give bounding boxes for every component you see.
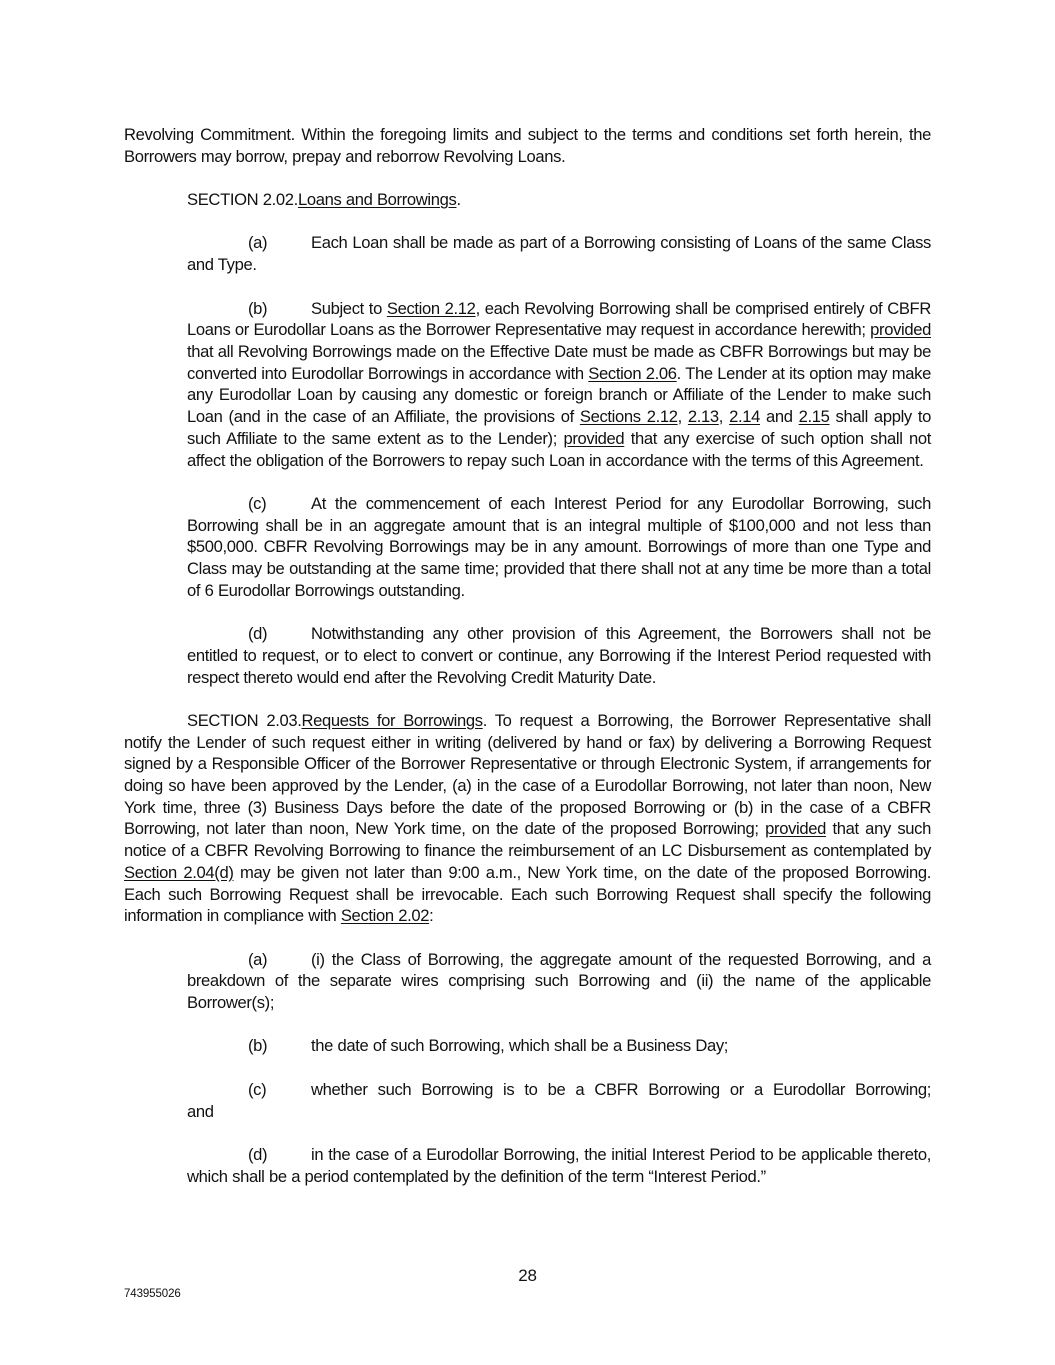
cross-reference-link: Section 2.02 [340, 906, 430, 926]
section-text: that any such notice of a CBFR Revolving Borrowing to finance the reimbursement of an LC Disbursement as contemplated by [124, 819, 931, 861]
item-text: that all Revolving Borrowings made on the Effective Date must be made as CBFR Borrowings but may be converted into Eurodollar Borrowings in accordance with [187, 341, 931, 383]
section-2-02-item-d [187, 623, 931, 688]
item-text: (i) the Class of Borrowing, the aggregate amount of the requested Borrowing, and a breakdown of the separate wires comprising such Borrowing and (ii) the name of the applicable Borrower(s); [187, 949, 931, 1013]
section-title: Requests for Borrowings [301, 710, 483, 730]
cross-reference-link: 2.14 [729, 407, 760, 427]
section-title-suffix: . [456, 190, 461, 210]
section-2-03-item-a [187, 949, 931, 1014]
section-2-03-item-c [187, 1079, 931, 1101]
section-text: : [429, 906, 434, 926]
section-2-02-item-c [187, 493, 931, 602]
cross-reference-link: Section 2.06 [588, 363, 677, 383]
item-text: Subject to [311, 298, 387, 318]
item-text: the date of such Borrowing, which shall be a Business Day; [311, 1036, 729, 1056]
item-text: Notwithstanding any other provision of this Agreement, the Borrowers shall not be entitled to request, or to elect to convert or continue, any Borrowing if the Interest Period requested with respect thereto would end after the Revolving Credit Maturity Date. [187, 624, 931, 687]
item-text: , [677, 407, 688, 427]
section-title: Loans and Borrowings [297, 190, 457, 210]
item-text: , [718, 407, 730, 427]
section-2-03-paragraph [124, 710, 931, 927]
section-text: may be given not later than 9:00 a.m., New York time, on the date of the proposed Borrowing. Each such Borrowing Request shall be irrevocable. Each such Borrowing Request shall specify the following information in compliance with [124, 862, 931, 926]
section-2-03-item-c-trailing: and [187, 1101, 214, 1121]
document-id: 743955026 [124, 1288, 181, 1300]
page-number: 28 [518, 1266, 537, 1285]
item-text: in the case of a Eurodollar Borrowing, the initial Interest Period to be applicable thereto, which shall be a period contemplated by the definition of the term “Interest Period.” [187, 1144, 931, 1186]
provided-term: provided [563, 428, 625, 448]
section-2-02-item-a [187, 232, 931, 275]
section-number: SECTION 2.03. [187, 710, 302, 730]
item-text: and [759, 407, 799, 427]
item-text: whether such Borrowing is to be a CBFR Borrowing or a Eurodollar Borrowing; [311, 1079, 931, 1099]
item-label: (a) [248, 233, 268, 253]
item-label: (b) [248, 1036, 268, 1056]
section-2-03-item-b [187, 1035, 931, 1057]
item-text: , each Revolving Borrowing shall be comprised entirely of CBFR Loans or Eurodollar Loans as the Borrower Representative may request in accordance herewith; [187, 298, 931, 340]
cross-reference-link: Sections 2.12 [579, 407, 678, 427]
item-label: (c) [248, 493, 267, 513]
section-2-02-heading [124, 189, 931, 211]
item-text: . The Lender at its option may make any Eurodollar Loan by causing any domestic or foreign branch or Affiliate of the Lender to make such Loan (and in the case of an Affiliate, the provisions of [187, 363, 931, 427]
cross-reference-link: 2.13 [687, 407, 719, 427]
cross-reference-link: 2.15 [798, 407, 830, 427]
document-page [124, 124, 931, 1209]
section-2-03-item-d [187, 1144, 931, 1187]
item-label: (d) [248, 624, 268, 644]
section-number: SECTION 2.02. [187, 190, 298, 210]
cross-reference-link: Section 2.04(d) [124, 862, 234, 882]
provided-term: provided [870, 320, 931, 340]
item-text: that any exercise of such option shall not affect the obligation of the Borrowers to repay such Loan in accordance with the terms of this Agreement. [187, 428, 932, 470]
item-label: (a) [248, 949, 268, 969]
item-text: Each Loan shall be made as part of a Borrowing consisting of Loans of the same Class and Type. [187, 233, 931, 275]
item-label: (b) [248, 298, 268, 318]
item-label: (c) [248, 1079, 267, 1099]
section-text: . To request a Borrowing, the Borrower Representative shall notify the Lender of such request either in writing (delivered by hand or fax) by delivering a Borrowing Request signed by a Responsible Officer of the Borrower Representative or through Electronic System, if arrangements for doing so have been approved by the Lender, (a) in the case of a Eurodollar Borrowing, not later than noon, New York time, three (3) Business Days before the date of the proposed Borrowing or (b) in the case of a CBFR Borrowing, not later than noon, New York time, on the date of the proposed Borrowing; [124, 710, 931, 839]
intro-paragraph: Revolving Commitment. Within the foregoing limits and subject to the terms and conditions set forth herein, the Borrowers may borrow, prepay and reborrow Revolving Loans. [124, 125, 931, 166]
item-label: (d) [248, 1144, 268, 1164]
cross-reference-link: Section 2.12 [386, 298, 476, 318]
section-2-02-item-b [187, 298, 931, 472]
item-text: At the commencement of each Interest Period for any Eurodollar Borrowing, such Borrowing shall be in an aggregate amount that is an integral multiple of $100,000 and not less than $500,000. CBFR Revolving Borrowings may be in any amount. Borrowings of more than one Type and Class may be outstanding at the same time; provided that there shall not at any time be more than a total of 6 Eurodollar Borrowings outstanding. [187, 493, 931, 600]
provided-term: provided [765, 819, 826, 839]
item-text: shall apply to such Affiliate to the same extent as to the Lender); [187, 407, 932, 448]
